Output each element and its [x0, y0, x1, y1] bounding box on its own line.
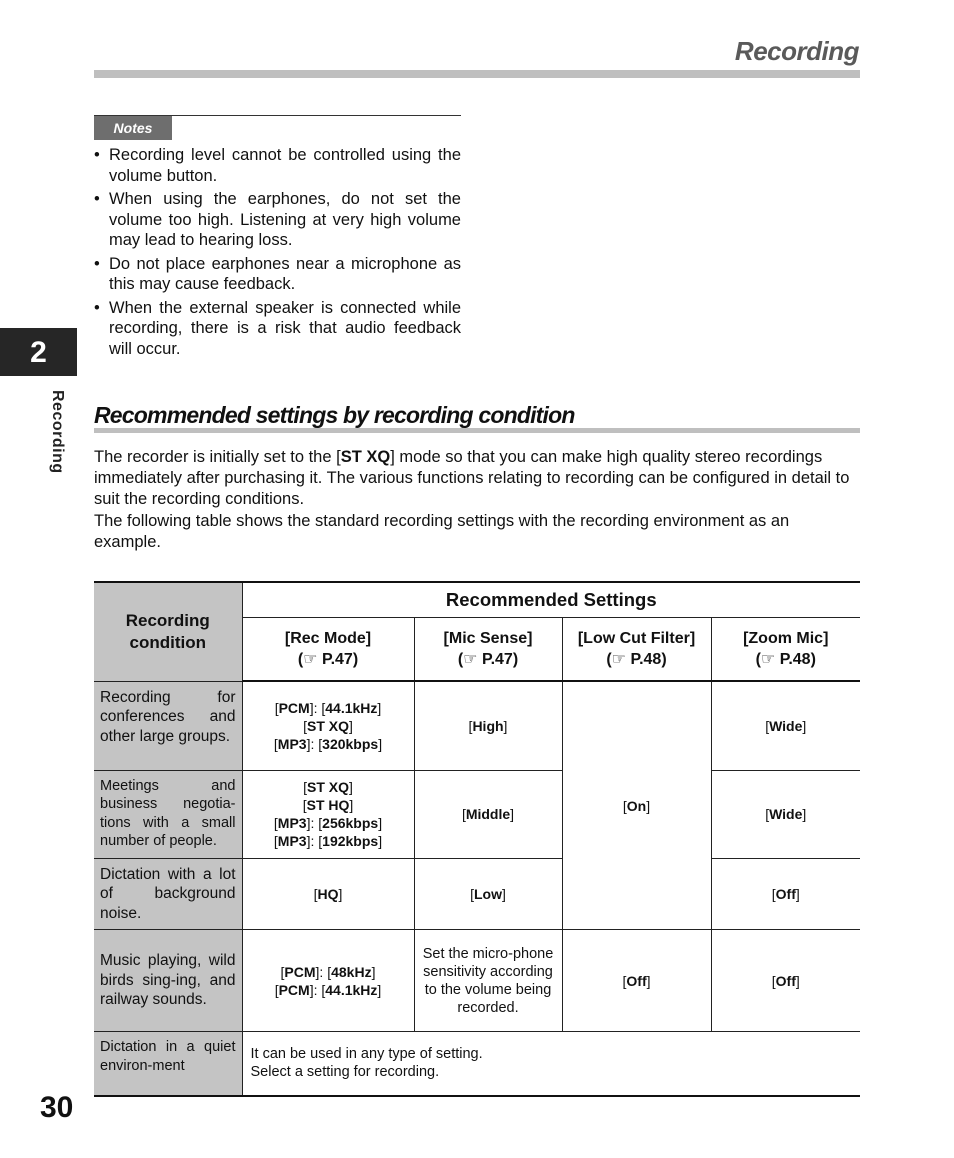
low-cut-filter-cell: [Off] [562, 930, 711, 1032]
mic-sense-note-cell: Set the micro-phone sensitivity according to the volume being recorded. [414, 930, 562, 1032]
condition-cell: Dictation with a lot of background noise. [94, 858, 242, 930]
table-row [94, 770, 860, 858]
notes-item: • Recording level cannot be controlled using the volume button. [94, 145, 461, 186]
condition-cell: Meetings and business negotia-tions with a small number of people. [94, 770, 242, 858]
mic-sense-cell: [Low] [414, 858, 562, 930]
section-title: Recommended settings by recording condition [94, 402, 575, 428]
table-row [94, 930, 860, 1032]
page-ref-icon: ☞ [611, 651, 627, 668]
col-header-low-cut-filter: [Low Cut Filter] (☞ P.48) [562, 618, 711, 682]
condition-header: Recording condition [94, 582, 242, 681]
page-ref-icon: ☞ [760, 651, 776, 668]
page-number: 30 [40, 1091, 74, 1124]
recommended-settings-table [94, 581, 860, 1097]
rec-mode-cell: [PCM]: [44.1kHz] [ST XQ] [MP3]: [320kbps] [242, 681, 414, 770]
any-setting-cell: It can be used in any type of setting. Select a setting for recording. [242, 1032, 860, 1096]
page-ref-icon: ☞ [463, 651, 478, 668]
table-row [94, 858, 860, 930]
zoom-mic-cell: [Wide] [711, 681, 860, 770]
col-header-mic-sense: [Mic Sense] (☞ P.47) [414, 618, 562, 682]
condition-cell: Recording for conferences and other large groups. [94, 681, 242, 770]
rec-mode-cell: [ST XQ] [ST HQ] [MP3]: [256kbps] [MP3]: [192kbps] [242, 770, 414, 858]
notes-item: • Do not place earphones near a microphone as this may cause feedback. [94, 254, 461, 295]
intro-paragraph: The recorder is initially set to the [ST XQ] mode so that you can make high quality stereo recordings immediately after purchasing it. The various functions relating to recording can be configured in detail to suit the recording conditions. [94, 448, 850, 508]
chapter-number-tab: 2 [0, 328, 77, 376]
section-rule [94, 428, 860, 433]
condition-cell: Dictation in a quiet environ-ment [94, 1032, 242, 1096]
table-row [94, 681, 860, 770]
col-header-zoom-mic: [Zoom Mic] (☞ P.48) [711, 618, 860, 682]
notes-list [94, 145, 461, 362]
rec-mode-cell: [PCM]: [48kHz] [PCM]: [44.1kHz] [242, 930, 414, 1032]
col-header-rec-mode: [Rec Mode] (☞ P.47) [242, 618, 414, 682]
condition-cell: Music playing, wild birds sing-ing, and railway sounds. [94, 930, 242, 1032]
mode-name: ST XQ [340, 448, 391, 466]
zoom-mic-cell: [Wide] [711, 770, 860, 858]
mic-sense-cell: [High] [414, 681, 562, 770]
page-header-title: Recording [734, 36, 859, 66]
table-intro-paragraph: The following table shows the standard recording settings with the recording environment as an example. [94, 512, 790, 551]
zoom-mic-cell: [Off] [711, 858, 860, 930]
notes-item: • When using the earphones, do not set the volume too high. Listening at very high volume may lead to hearing loss. [94, 189, 461, 251]
mic-sense-cell: [Middle] [414, 770, 562, 858]
recommended-settings-header: Recommended Settings [242, 582, 860, 618]
header-rule [94, 70, 860, 78]
notes-item: • When the external speaker is connected while recording, there is a risk that audio feedback will occur. [94, 298, 461, 360]
chapter-side-label: Recording [49, 390, 66, 474]
page-ref-icon: ☞ [303, 651, 318, 668]
table-row [94, 1032, 860, 1096]
zoom-mic-cell: [Off] [711, 930, 860, 1032]
rec-mode-cell: [HQ] [242, 858, 414, 930]
notes-tag: Notes [94, 116, 172, 140]
low-cut-filter-cell: [On] [562, 681, 711, 930]
